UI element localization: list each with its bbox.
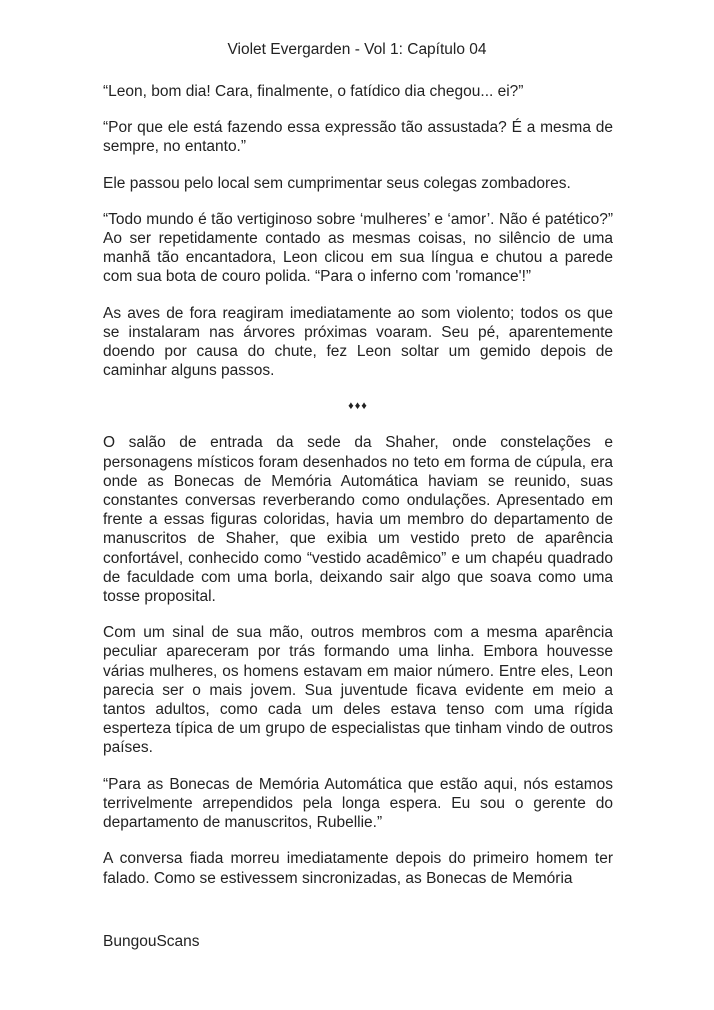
paragraph: “Para as Bonecas de Memória Automática que estão aqui, nós estamos terrivelmente arrependidos pela longa espera. Eu sou o gerente do departamento de manuscritos, Rubellie.” [103, 775, 613, 832]
paragraph: O salão de entrada da sede da Shaher, onde constelações e personagens místicos foram desenhados no teto em forma de cúpula, era onde as Bonecas de Memória Automática haviam se reunido, suas constantes conversas reverberando como ondulações. Apresentado em frente a essas figuras coloridas, havia um membro do departamento de manuscritos de Shaher, que exibia um vestido preto de aparência confortável, conhecido como “vestido acadêmico” e um chapéu quadrado de faculdade com uma borla, deixando sair algo que soava como uma tosse proposital. [103, 434, 613, 606]
paragraph: “Leon, bom dia! Cara, finalmente, o fatídico dia chegou... ei?” [103, 83, 524, 100]
paragraph: “Todo mundo é tão vertiginoso sobre ‘mulheres’ e ‘amor’. Não é patético?” Ao ser repetidamente contado as mesmas coisas, no silêncio de uma manhã tão encantadora, Leon clicou em sua língua e chutou a parede com sua bota de couro polida. “Para o inferno com 'romance'!” [103, 210, 613, 286]
page-footer-credit: BungouScans [103, 933, 200, 950]
scene-break-separator: ♦♦♦ [348, 400, 368, 413]
paragraph: Ele passou pelo local sem cumprimentar seus colegas zombadores. [103, 174, 571, 192]
paragraph: As aves de fora reagiram imediatamente ao som violento; todos os que se instalaram nas árvores próximas voaram. Seu pé, aparentemente doendo por causa do chute, fez Leon soltar um gemido depois de caminhar alguns passos. [103, 304, 613, 380]
paragraph: A conversa fiada morreu imediatamente depois do primeiro homem ter falado. Como se estivessem sincronizadas, as Bonecas de Memória [103, 850, 613, 887]
paragraph: Com um sinal de sua mão, outros membros com a mesma aparência peculiar apareceram por trás formando uma linha. Embora houvesse várias mulheres, os homens estavam em maior número. Entre eles, Leon parecia ser o mais jovem. Sua juventude ficava evidente em meio a tantos adultos, como cada um deles estava tenso com uma rígida esperteza típica de um grupo de especialistas que tinham vindo de outros países. [103, 624, 613, 757]
page-body [103, 82, 613, 905]
paragraph: “Por que ele está fazendo essa expressão tão assustada? É a mesma de sempre, no entanto.” [103, 119, 613, 156]
page-header-title: Violet Evergarden - Vol 1: Capítulo 04 [227, 41, 487, 58]
